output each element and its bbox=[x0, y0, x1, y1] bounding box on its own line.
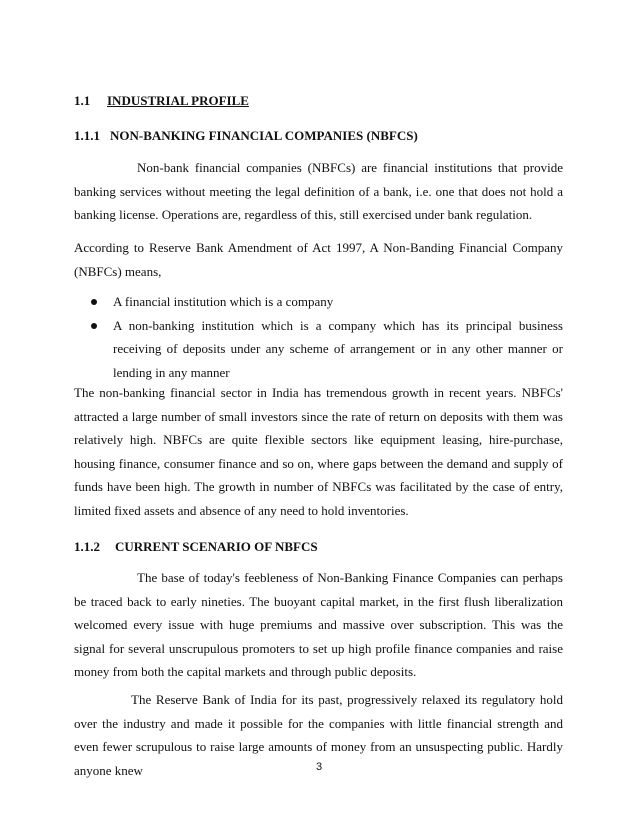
section-title: INDUSTRIAL PROFILE bbox=[107, 93, 249, 108]
paragraph-nbfc-definition: Non-bank financial companies (NBFCs) are financial institutions that provide banking services without meeting the legal definition of a bank, i.e. one that does not hold a banking license. Operations are, regardless of this, still exercised under bank regulation. bbox=[74, 160, 563, 223]
list-item bbox=[74, 290, 563, 314]
bullet-list bbox=[74, 290, 563, 384]
page-number: 3 bbox=[315, 761, 323, 773]
list-item bbox=[74, 314, 563, 385]
section-number: 1.1.1 bbox=[74, 128, 100, 143]
list-item-text: A financial institution which is a company bbox=[113, 294, 334, 309]
bullet-icon bbox=[91, 299, 97, 305]
section-title: NON-BANKING FINANCIAL COMPANIES (NBFCS) bbox=[110, 128, 418, 143]
paragraph-rbi-amendment: According to Reserve Bank Amendment of Act 1997, A Non-Banding Financial Company (NBFCs) means, bbox=[74, 240, 563, 279]
section-heading-1-1-1 bbox=[74, 128, 418, 143]
section-heading-1-1 bbox=[74, 93, 249, 108]
paragraph-nbfc-growth: The non-banking financial sector in India has tremendous growth in recent years. NBFCs' attracted a large number of small investors since the rate of return on deposits with them was relatively high. NBFCs are quite flexible sectors like equipment leasing, hire-purchase, housing finance, consumer finance and so on, where gaps between the demand and supply of funds have been high. The growth in number of NBFCs was facilitated by the case of entry, limited fixed assets and absence of any need to hold inventories. bbox=[74, 385, 563, 518]
section-number: 1.1.2 bbox=[74, 539, 100, 554]
paragraph-rbi-regulation: The Reserve Bank of India for its past, progressively relaxed its regulatory hold over the industry and made it possible for the companies with little financial strength and even fewer scrupulous to raise large amounts of money from an unsuspecting public. Hardly anyone knew bbox=[74, 692, 563, 778]
section-number: 1.1 bbox=[74, 93, 91, 108]
list-item-text: A non-banking institution which is a company which has its principal business receiving of deposits under any scheme of arrangement or in any other manner or lending in any manner bbox=[113, 317, 563, 380]
section-title: CURRENT SCENARIO OF NBFCS bbox=[115, 539, 318, 554]
bullet-icon bbox=[91, 323, 97, 329]
paragraph-current-scenario: The base of today's feebleness of Non-Banking Finance Companies can perhaps be traced back to early nineties. The buoyant capital market, in the first flush liberalization welcomed every issue with huge premiums and massive over subscription. This was the signal for several unscrupulous promoters to set up high profile finance companies and raise money from both the capital markets and through public deposits. bbox=[74, 570, 563, 680]
section-heading-1-1-2 bbox=[74, 539, 318, 554]
